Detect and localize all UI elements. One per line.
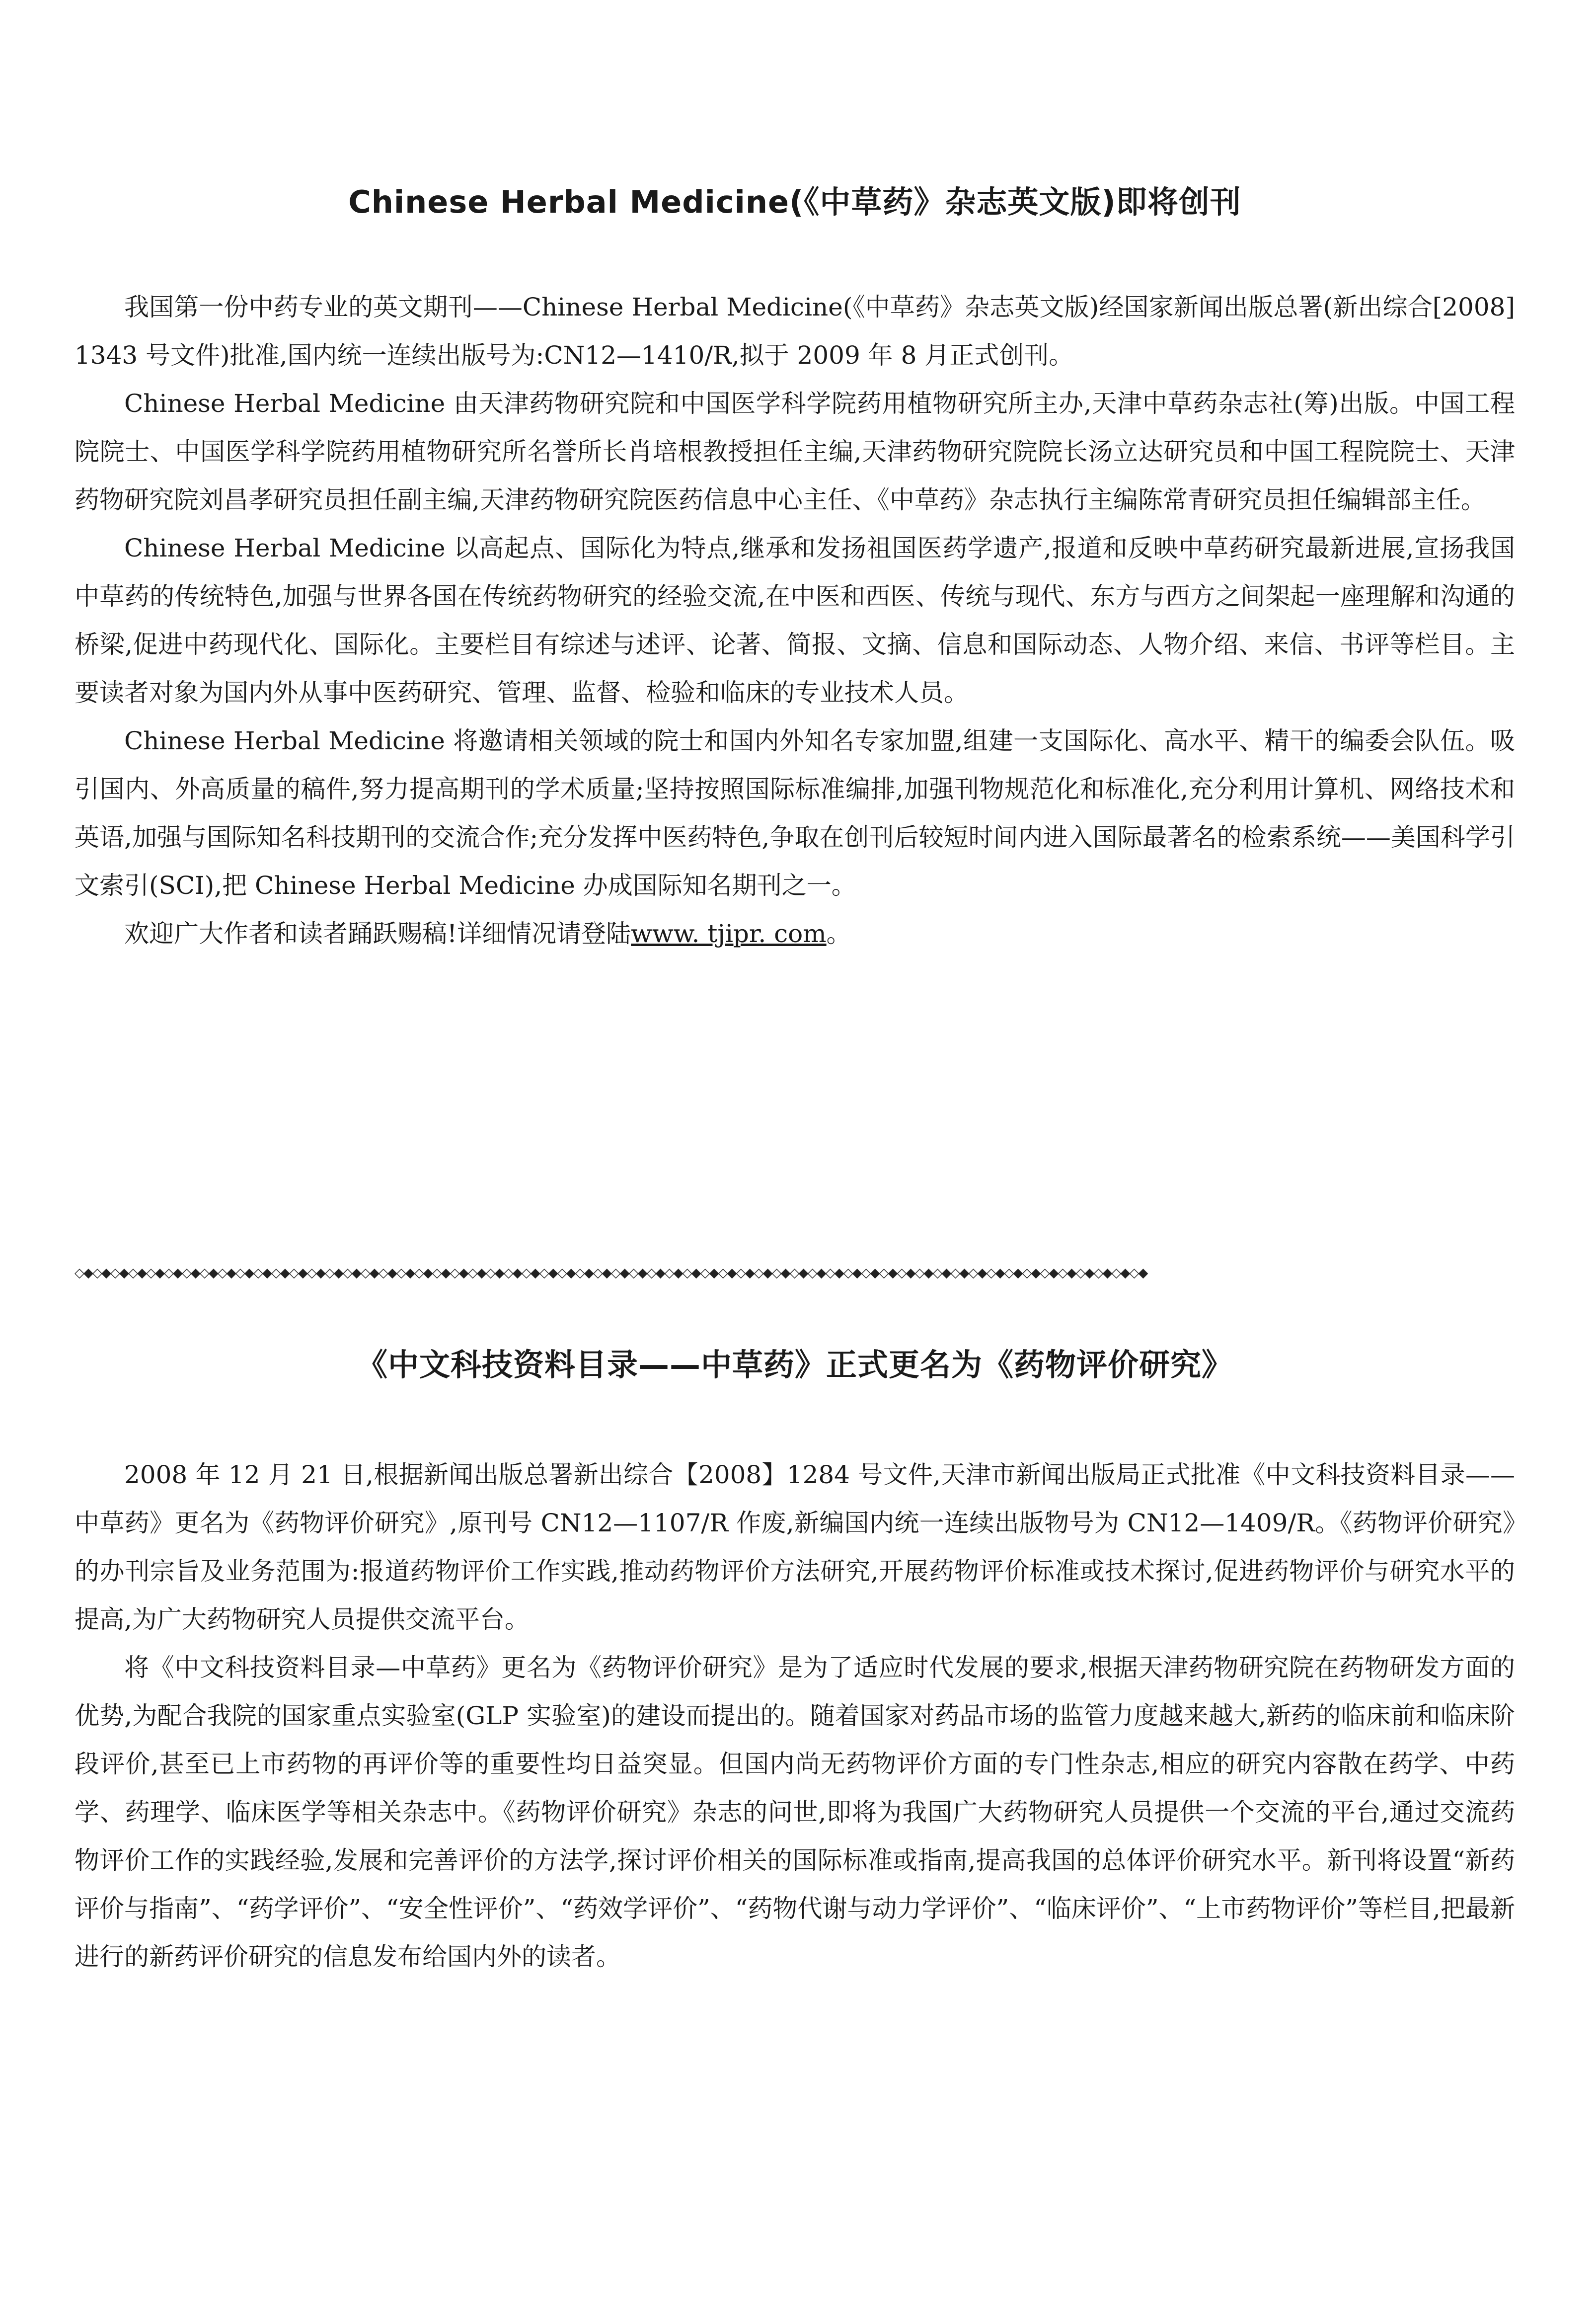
divider-pattern: ◇◆◇◆◇◆◇◆◇◆◇◆◇◆◇◆◇◆◇◆◇◆◇◆◇◆◇◆◇◆◇◆◇◆◇◆◇◆◇◆◇◆◇◆◇◆◇◆◇◆◇◆◇◆◇◆◇◆◇◆◇◆◇◆◇◆◇◆◇◆◇◆◇◆◇◆◇◆◇◆◇◆◇◆◇◆◇◆◇◆◇◆◇◆◇◆◇◆◇◆◇◆◇◆◇◆◇◆◇◆◇◆◇◆◇◆◇◆◇◆ bbox=[75, 1267, 1147, 1279]
article-1-paragraph-1: 我国第一份中药专业的英文期刊——Chinese Herbal Medicine(《中草药》杂志英文版)经国家新闻出版总署(新出综合[2008]1343 号文件)批准,国内统一连续出版号为:CN12—1410/R,拟于 2009 年 8 月正式创刊。 bbox=[75, 293, 1515, 370]
article-1-body bbox=[75, 283, 1515, 958]
ornamental-divider bbox=[75, 1267, 1515, 1279]
article-2-paragraph-2: 将《中文科技资料目录—中草药》更名为《药物评价研究》是为了适应时代发展的要求,根据天津药物研究院在药物研发方面的优势,为配合我院的国家重点实验室(GLP 实验室)的建设而提出的。随着国家对药品市场的监管力度越来越大,新药的临床前和临床阶段评价,甚至已上市药物的再评价等的重要性均日益突显。但国内尚无药物评价方面的专门性杂志,相应的研究内容散在药学、中药学、药理学、临床医学等相关杂志中。《药物评价研究》杂志的问世,即将为我国广大药物研究人员提供一个交流的平台,通过交流药物评价工作的实践经验,发展和完善评价的方法学,探讨评价相关的国际标准或指南,提高我国的总体评价研究水平。新刊将设置“新药评价与指南”、“药学评价”、“安全性评价”、“药效学评价”、“药物代谢与动力学评价”、“临床评价”、“上市药物评价”等栏目,把最新进行的新药评价研究的信息发布给国内外的读者。 bbox=[75, 1653, 1515, 1971]
article-1-paragraph-3: Chinese Herbal Medicine 以高起点、国际化为特点,继承和发扬祖国医药学遗产,报道和反映中草药研究最新进展,宣扬我国中草药的传统特色,加强与世界各国在传统药物研究的经验交流,在中医和西医、传统与现代、东方与西方之间架起一座理解和沟通的桥梁,促进中药现代化、国际化。主要栏目有综述与述评、论著、简报、文摘、信息和国际动态、人物介绍、来信、书评等栏目。主要读者对象为国内外从事中医药研究、管理、监督、检验和临床的专业技术人员。 bbox=[75, 534, 1515, 707]
closing-text: 欢迎广大作者和读者踊跃赐稿!详细情况请登陆 bbox=[124, 919, 631, 948]
article-2-title: 《中文科技资料目录——中草药》正式更名为《药物评价研究》 bbox=[356, 1347, 1233, 1383]
article-1-title: Chinese Herbal Medicine(《中草药》杂志英文版)即将创刊 bbox=[348, 184, 1241, 220]
closing-end: 。 bbox=[826, 919, 851, 948]
article-2-paragraph-1: 2008 年 12 月 21 日,根据新闻出版总署新出综合【2008】1284 号文件,天津市新闻出版局正式批准《中文科技资料目录——中草药》更名为《药物评价研究》,原刊号 CN12—1107/R 作废,新编国内统一连续出版物号为 CN12—1409/R。《药物评价研究》的办刊宗旨及业务范围为:报道药物评价工作实践,推动药物评价方法研究,开展药物评价标准或技术探讨,促进药物评价与研究水平的提高,为广大药物研究人员提供交流平台。 bbox=[75, 1460, 1515, 1634]
article-1-closing bbox=[75, 910, 1515, 958]
website-link[interactable]: www. tjipr. com bbox=[631, 919, 827, 948]
article-2-body bbox=[75, 1451, 1515, 1981]
page bbox=[75, 0, 1515, 2314]
article-1-paragraph-4: Chinese Herbal Medicine 将邀请相关领域的院士和国内外知名专家加盟,组建一支国际化、高水平、精干的编委会队伍。吸引国内、外高质量的稿件,努力提高期刊的学术质量;坚持按照国际标准编排,加强刊物规范化和标准化,充分利用计算机、网络技术和英语,加强与国际知名科技期刊的交流合作;充分发挥中医药特色,争取在创刊后较短时间内进入国际最著名的检索系统——美国科学引文索引(SCI),把 Chinese Herbal Medicine 办成国际知名期刊之一。 bbox=[75, 726, 1515, 900]
article-1-paragraph-2: Chinese Herbal Medicine 由天津药物研究院和中国医学科学院药用植物研究所主办,天津中草药杂志社(筹)出版。中国工程院院士、中国医学科学院药用植物研究所名誉所长肖培根教授担任主编,天津药物研究院院长汤立达研究员和中国工程院院士、天津药物研究院刘昌孝研究员担任副主编,天津药物研究院医药信息中心主任、《中草药》杂志执行主编陈常青研究员担任编辑部主任。 bbox=[75, 389, 1515, 514]
